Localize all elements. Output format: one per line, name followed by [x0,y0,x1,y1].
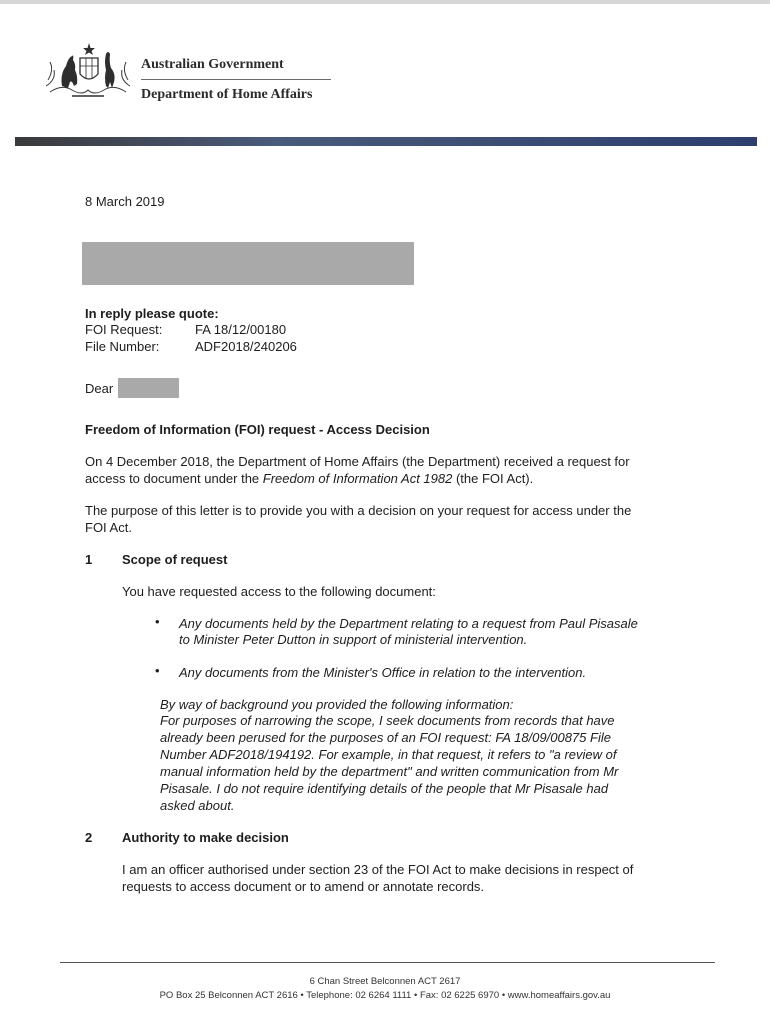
background-line6: Pisasale. I do not require identifying details of the people that Mr Pisasale had [160,781,609,796]
salutation: Dear [85,381,114,396]
para1-line1: On 4 December 2018, the Department of Home Affairs (the Department) received a request for [85,454,630,469]
background-line3: already been perused for the purposes of an FOI request: FA 18/09/00875 File [160,730,611,745]
background-line1: By way of background you provided the following information: [160,697,514,712]
para1-line2-pre: access to document under the [85,471,263,486]
foi-request-value: FA 18/12/00180 [195,322,287,337]
background-line5: manual information held by the department" and written communication from Mr [160,764,619,779]
section2-line1: I am an officer authorised under section 23 of the FOI Act to make decisions in respect of [122,862,634,877]
header-divider [141,79,331,80]
subject-line: Freedom of Information (FOI) request - Access Decision [85,422,430,437]
letter-date: 8 March 2019 [85,194,165,209]
para2-line2: FOI Act. [85,520,132,535]
bullet2-line1: Any documents from the Minister's Office in relation to the intervention. [179,665,587,680]
department-title: Department of Home Affairs [141,87,313,102]
footer-address: 6 Chan Street Belconnen ACT 2617 [309,976,461,987]
redacted-address [82,242,414,285]
footer-divider [60,962,715,963]
section1-number: 1 [85,552,93,567]
bullet-icon: • [155,663,160,678]
header-banner [15,137,757,146]
redacted-name [118,378,179,398]
reply-heading: In reply please quote: [85,306,219,321]
background-line2: For purposes of narrowing the scope, I seek documents from records that have [160,713,615,728]
government-title: Australian Government [141,57,284,72]
para1-line2-post: (the FOI Act). [452,471,534,486]
para2-line1: The purpose of this letter is to provide you with a decision on your request for access under the [85,503,632,518]
background-line7: asked about. [160,798,235,813]
footer-contact: PO Box 25 Belconnen ACT 2616 • Telephone: 02 6264 1111 • Fax: 02 6225 6970 • www.homeaffairs.gov.au [159,990,611,1001]
section2-line2: requests to access document or to amend or annotate records. [122,879,485,894]
section1-intro: You have requested access to the following document: [122,584,436,599]
section2-title: Authority to make decision [122,830,289,845]
act-title: Freedom of Information Act 1982 [262,471,453,486]
bullet1-line2: to Minister Peter Dutton in support of ministerial intervention. [179,632,528,647]
bullet-icon: • [155,614,160,629]
scan-top-edge [0,0,770,4]
file-number-value: ADF2018/240206 [195,339,297,354]
section1-title: Scope of request [122,552,228,567]
commonwealth-coat-of-arms-icon [42,40,134,104]
para1-line2 [85,470,533,487]
bullet1-line1: Any documents held by the Department relating to a request from Paul Pisasale [179,616,638,631]
background-line4: Number ADF2018/194192. For example, in that request, it refers to "a review of [160,747,617,762]
file-number-label: File Number: [85,339,160,354]
foi-request-label: FOI Request: [85,322,163,337]
section2-number: 2 [85,830,93,845]
